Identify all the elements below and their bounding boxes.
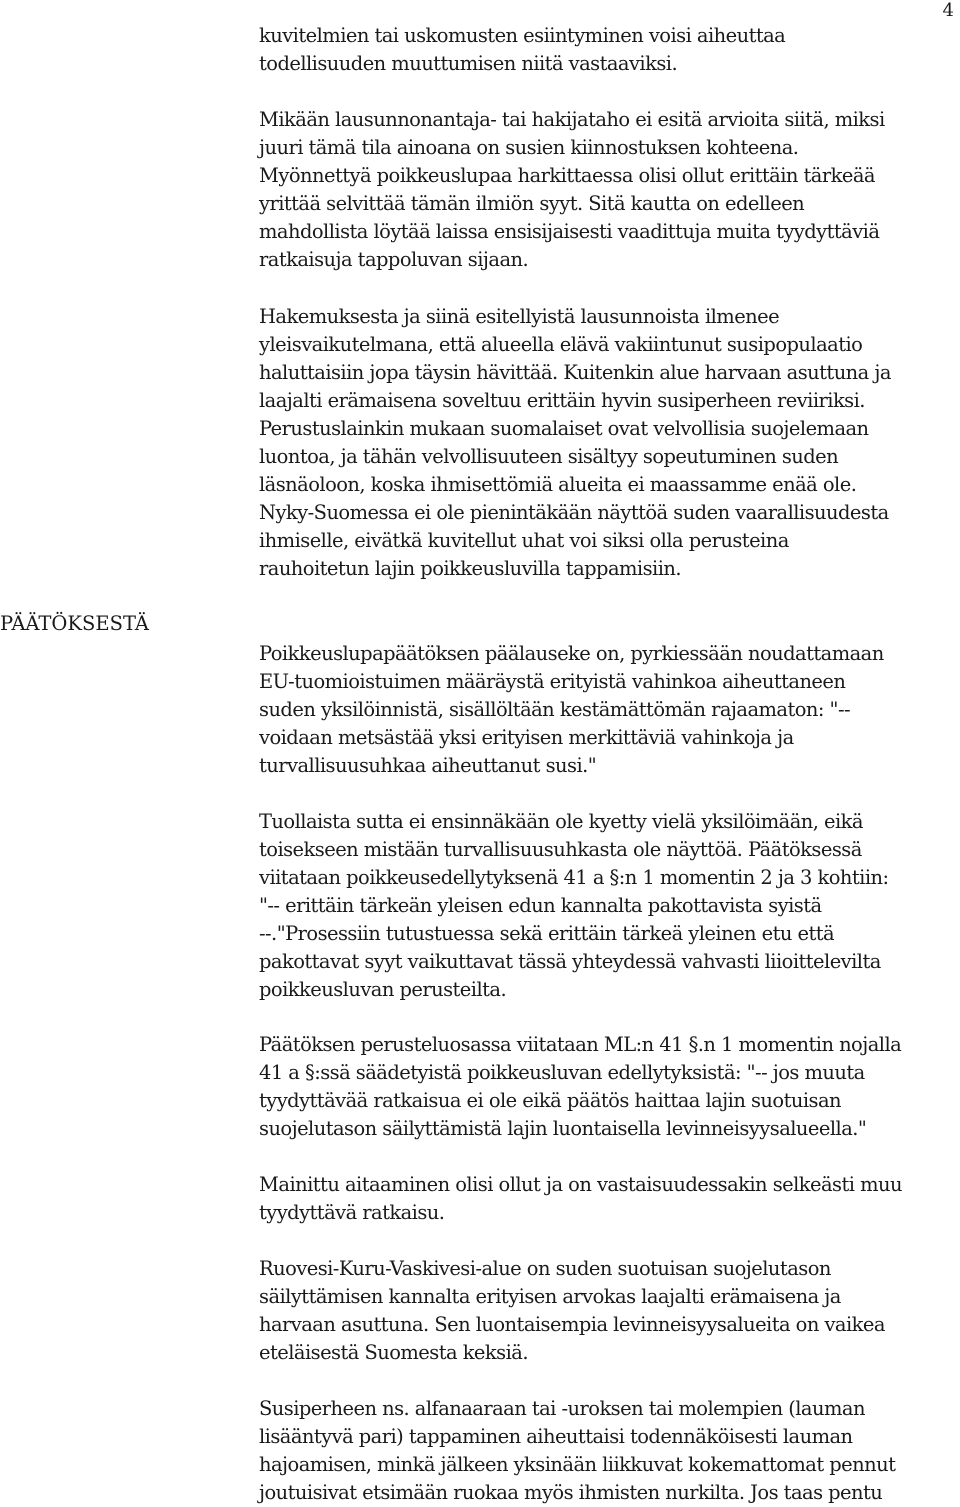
paragraph-line: Perustuslainkin mukaan suomalaiset ovat velvollisia suojelemaan bbox=[259, 417, 869, 440]
paragraph-line: Päätöksen perusteluosassa viitataan ML:n 41 §.n 1 momentin nojalla bbox=[259, 1033, 902, 1056]
paragraph-line: Tuollaista sutta ei ensinnäkään ole kyetty vielä yksilöimään, eikä bbox=[259, 810, 863, 833]
paragraph-line: Nyky-Suomessa ei ole pienintäkään näyttöä suden vaarallisuudesta bbox=[259, 501, 889, 524]
paragraph bbox=[259, 22, 959, 78]
paragraph-line: rauhoitetun lajin poikkeusluvilla tappamisiin. bbox=[259, 557, 682, 580]
page-number: 4 bbox=[942, 0, 954, 21]
paragraph-line: todellisuuden muuttumisen niitä vastaaviksi. bbox=[259, 52, 678, 75]
paragraph bbox=[259, 808, 959, 1004]
paragraph-line: Poikkeuslupapäätöksen päälauseke on, pyrkiessään noudattamaan bbox=[259, 642, 884, 665]
paragraph-line: toisekseen mistään turvallisuusuhkasta ole näyttöä. Päätöksessä bbox=[259, 838, 862, 861]
paragraph-line: yleisvaikutelmana, että alueella elävä vakiintunut susipopulaatio bbox=[259, 333, 863, 356]
paragraph-line: poikkeusluvan perusteilta. bbox=[259, 978, 507, 1001]
paragraph-line: säilyttämisen kannalta erityisen arvokas laajalti erämaisena ja bbox=[259, 1285, 841, 1308]
paragraph-line: tyydyttävä ratkaisu. bbox=[259, 1201, 445, 1224]
paragraph-line: Mainittu aitaaminen olisi ollut ja on vastaisuudessakin selkeästi muu bbox=[259, 1173, 902, 1196]
paragraph-line: EU-tuomioistuimen määräystä erityistä vahinkoa aiheuttaneen bbox=[259, 670, 846, 693]
paragraph-line: pakottavat syyt vaikuttavat tässä yhteydessä vahvasti liioittelevilta bbox=[259, 950, 881, 973]
paragraph-line: --."Prosessiin tutustuessa sekä erittäin tärkeä yleinen etu että bbox=[259, 922, 835, 945]
paragraph-line: luontoa, ja tähän velvollisuuteen sisältyy sopeutuminen suden bbox=[259, 445, 839, 468]
paragraph bbox=[259, 303, 959, 583]
paragraph-line: lisääntyvä pari) tappaminen aiheuttaisi todennäköisesti lauman bbox=[259, 1425, 853, 1448]
paragraph-line: turvallisuusuhkaa aiheuttanut susi." bbox=[259, 754, 597, 777]
paragraph-line: 41 a §:ssä säädetyistä poikkeusluvan edellytyksistä: "-- jos muuta bbox=[259, 1061, 865, 1084]
paragraph bbox=[259, 1395, 959, 1507]
paragraph-line: juuri tämä tila ainoana on susien kiinnostuksen kohteena. bbox=[259, 136, 799, 159]
paragraph-line: tyydyttävää ratkaisua ei ole eikä päätös haittaa lajin suotuisan bbox=[259, 1089, 841, 1112]
paragraph-line: eteläisestä Suomesta keksiä. bbox=[259, 1341, 528, 1364]
paragraph-line: Myönnettyä poikkeuslupaa harkittaessa olisi ollut erittäin tärkeää bbox=[259, 164, 875, 187]
paragraph-line: ratkaisuja tappoluvan sijaan. bbox=[259, 248, 529, 271]
paragraph bbox=[259, 1031, 959, 1143]
paragraph-line: suojelutason säilyttämistä lajin luontaisella levinneisyysalueella." bbox=[259, 1117, 867, 1140]
paragraph-line: "-- erittäin tärkeän yleisen edun kannalta pakottavista syistä bbox=[259, 894, 822, 917]
paragraph-line: haluttaisiin jopa täysin hävittää. Kuitenkin alue harvaan asuttuna ja bbox=[259, 361, 891, 384]
paragraph bbox=[259, 1255, 959, 1367]
paragraph-line: hajoamisen, minkä jälkeen yksinään liikkuvat kokemattomat pennut bbox=[259, 1453, 896, 1476]
paragraph-line: laajalti erämaisena soveltuu erittäin hyvin susiperheen reviiriksi. bbox=[259, 389, 865, 412]
paragraph-line: kuvitelmien tai uskomusten esiintyminen voisi aiheuttaa bbox=[259, 24, 786, 47]
paragraph-line: ihmiselle, eivätkä kuvitellut uhat voi siksi olla perusteina bbox=[259, 529, 789, 552]
paragraph-line: voidaan metsästää yksi erityisen merkittäviä vahinkoja ja bbox=[259, 726, 794, 749]
paragraph bbox=[259, 1171, 959, 1227]
paragraph bbox=[259, 640, 959, 780]
paragraph-line: yrittää selvittää tämän ilmiön syyt. Sitä kautta on edelleen bbox=[259, 192, 805, 215]
paragraph-line: joutuisivat etsimään ruokaa myös ihmisten nurkilta. Jos taas pentu bbox=[259, 1481, 883, 1504]
paragraph-line: suden yksilöinnistä, sisällöltään kestämättömän rajaamaton: "-- bbox=[259, 698, 851, 721]
paragraph-line: Susiperheen ns. alfanaaraan tai -uroksen tai molempien (lauman bbox=[259, 1397, 865, 1420]
paragraph bbox=[259, 106, 959, 274]
section-heading-paatoksesta: PÄÄTÖKSESTÄ bbox=[0, 612, 149, 635]
paragraph-line: viitataan poikkeusedellytyksenä 41 a §:n 1 momentin 2 ja 3 kohtiin: bbox=[259, 866, 889, 889]
paragraph-line: Mikään lausunnonantaja- tai hakijataho ei esitä arvioita siitä, miksi bbox=[259, 108, 885, 131]
paragraph-line: mahdollista löytää laissa ensisijaisesti vaadittuja muita tyydyttäviä bbox=[259, 220, 880, 243]
paragraph-line: Hakemuksesta ja siinä esitellyistä lausunnoista ilmenee bbox=[259, 305, 780, 328]
paragraph-line: Ruovesi-Kuru-Vaskivesi-alue on suden suotuisan suojelutason bbox=[259, 1257, 831, 1280]
paragraph-line: läsnäoloon, koska ihmisettömiä alueita ei maassamme enää ole. bbox=[259, 473, 857, 496]
paragraph-line: harvaan asuttuna. Sen luontaisempia levinneisyysalueita on vaikea bbox=[259, 1313, 885, 1336]
